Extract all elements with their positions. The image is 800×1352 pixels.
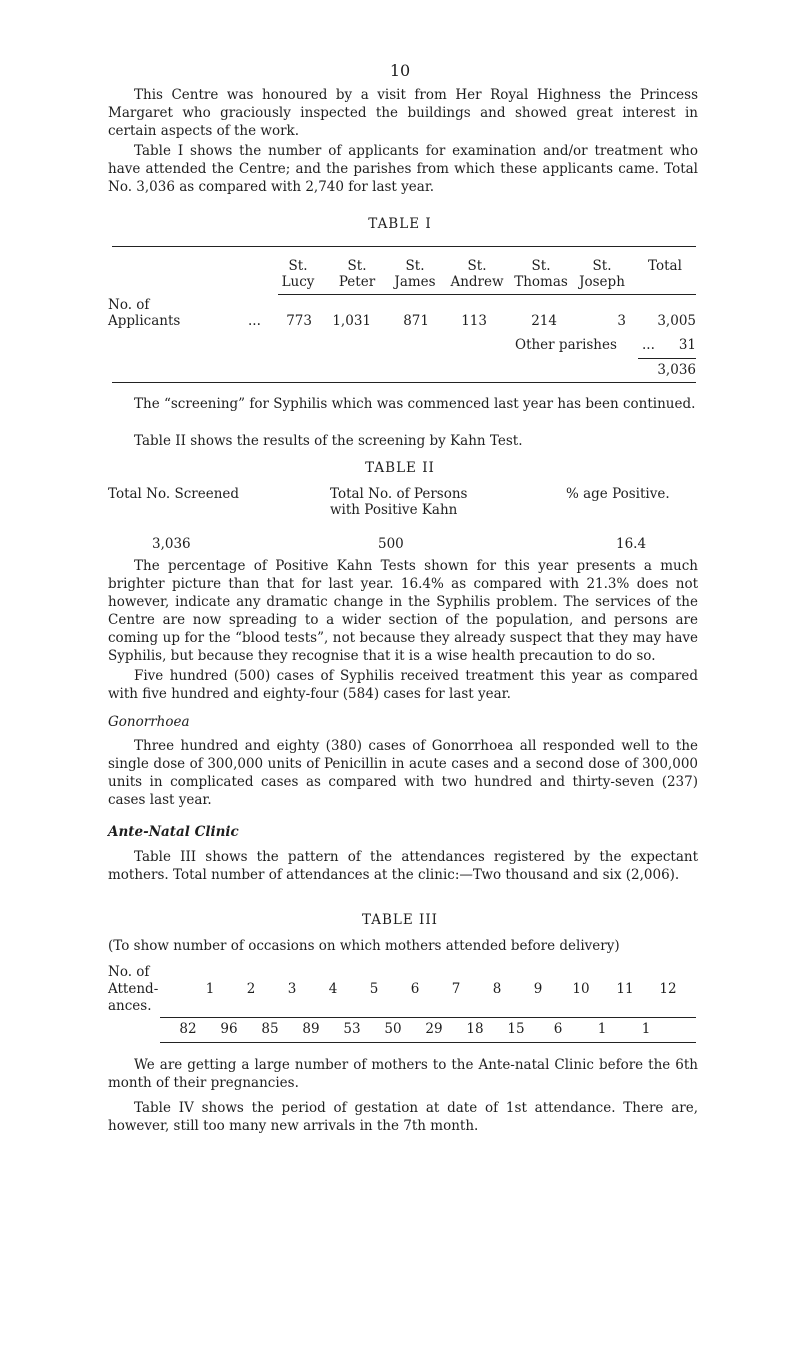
- table1-value-st-james: 871: [403, 313, 429, 329]
- table1-sum-rule: [638, 358, 696, 359]
- table3-label-line1: No. of: [108, 964, 150, 980]
- table2-value-positive: 500: [378, 536, 404, 552]
- table3-number-6: 6: [410, 981, 420, 997]
- table3-title: TABLE III: [361, 912, 439, 928]
- heading-ante-natal-clinic: Ante-Natal Clinic: [108, 824, 239, 840]
- table3-count-8: 18: [466, 1021, 484, 1037]
- paragraph-gonorrhoea: Three hundred and eighty (380) cases of Gonorrhoea all responded well to the single dose of 300,000 units of Penicillin in acute cases and a second dose of 300,000 units in complicated cases as compared with two hundred and thirty-seven (237) cases last year.: [108, 738, 698, 808]
- page-number: 10: [389, 61, 411, 80]
- table1-total-header: Total: [648, 258, 682, 274]
- table1-col3-h2: James: [394, 274, 436, 290]
- table3-number-8: 8: [492, 981, 502, 997]
- table1-value-total: 3,005: [657, 313, 696, 329]
- table2-header-positive-line1: Total No. of Persons: [330, 486, 468, 502]
- table3-number-7: 7: [451, 981, 461, 997]
- table2-header-percentage: % age Positive.: [566, 486, 670, 502]
- paragraph-early-attendance: We are getting a large number of mothers to the Ante-natal Clinic before the 6th month of their pregnancies.: [108, 1057, 698, 1091]
- table3-count-1: 82: [179, 1021, 197, 1037]
- table1-col4-h1: St.: [467, 258, 487, 274]
- table2-title: TABLE II: [365, 460, 435, 476]
- table1-row-label-line2: Applicants: [108, 313, 181, 329]
- table3-number-9: 9: [533, 981, 543, 997]
- paragraph-table3-intro: Table III shows the pattern of the attendances registered by the expectant mothers. Total number of attendances at the clinic:—Two thousand and six (2,006).: [108, 849, 698, 883]
- table1-grand-total: 3,036: [657, 362, 696, 378]
- table3-count-3: 85: [261, 1021, 279, 1037]
- table2-value-percentage: 16.4: [616, 536, 647, 552]
- heading-gonorrhoea: Gonorrhoea: [108, 714, 190, 730]
- table1-col6-h1: St.: [592, 258, 612, 274]
- table1-value-st-joseph: 3: [617, 313, 626, 329]
- table1-row-dots: ...: [248, 313, 261, 329]
- table1-top-rule: [112, 246, 696, 247]
- table1-col2-h1: St.: [347, 258, 367, 274]
- table1-col3-h1: St.: [405, 258, 425, 274]
- table1-col5-h2: Thomas: [514, 274, 568, 290]
- table1-value-st-peter: 1,031: [332, 313, 371, 329]
- paragraph-table1-intro: Table I shows the number of applicants for examination and/or treatment who have attended the Centre; and the parishes from which these applicants came. Total No. 3,036 as compared with 2,740 for last year.: [108, 143, 698, 195]
- table3-count-4: 89: [302, 1021, 320, 1037]
- table1-col4-h2: Andrew: [450, 274, 504, 290]
- table1-col6-h2: Joseph: [579, 274, 625, 290]
- table3-number-5: 5: [369, 981, 379, 997]
- paragraph-table2-intro: Table II shows the results of the screening by Kahn Test.: [134, 433, 523, 449]
- table3-count-9: 15: [507, 1021, 525, 1037]
- table2-value-screened: 3,036: [152, 536, 191, 552]
- table3-bottom-rule: [160, 1042, 696, 1043]
- paragraph-royal-visit: This Centre was honoured by a visit from Her Royal Highness the Princess Margaret who graciously inspected the buildings and showed great interest in certain aspects of the work.: [108, 87, 698, 139]
- table3-count-2: 96: [220, 1021, 238, 1037]
- table3-count-11: 1: [597, 1021, 607, 1037]
- table3-mid-rule: [160, 1017, 696, 1018]
- paragraph-table4-intro: Table IV shows the period of gestation at date of 1st attendance. There are, however, still too many new arrivals in the 7th month.: [108, 1100, 698, 1134]
- table3-label-line3: ances.: [108, 998, 152, 1014]
- table3-count-12: 1: [641, 1021, 651, 1037]
- table3-number-11: 11: [616, 981, 634, 997]
- table1-bottom-rule: [112, 382, 696, 383]
- table1-header-rule: [278, 294, 696, 295]
- table1-title: TABLE I: [368, 216, 432, 232]
- table3-count-7: 29: [425, 1021, 443, 1037]
- paragraph-syphilis-cases: Five hundred (500) cases of Syphilis received treatment this year as compared with five hundred and eighty-four (584) cases for last year.: [108, 668, 698, 702]
- table3-number-12: 12: [659, 981, 677, 997]
- paragraph-kahn-discussion: The percentage of Positive Kahn Tests shown for this year presents a much brighter picture than that for last year. 16.4% as compared with 21.3% does not however, indicate any dramatic change in the Syphilis problem. The services of the Centre are now spreading to a wider section of the population, and persons are coming up for the “blood tests”, not because they already suspect that they may have Syphilis, but because they recognise that it is a wise health precaution to do so.: [108, 558, 698, 664]
- table3-count-10: 6: [553, 1021, 563, 1037]
- table3-number-2: 2: [246, 981, 256, 997]
- table1-col2-h2: Peter: [338, 274, 376, 290]
- table3-number-4: 4: [328, 981, 338, 997]
- table3-number-1: 1: [205, 981, 215, 997]
- table3-number-10: 10: [572, 981, 590, 997]
- table1-col1-h2: Lucy: [281, 274, 315, 290]
- table3-count-5: 53: [343, 1021, 361, 1037]
- table1-value-st-andrew: 113: [461, 313, 487, 329]
- table1-other-parishes-label: Other parishes: [515, 337, 617, 353]
- table1-other-parishes-value: 31: [678, 337, 696, 353]
- table3-count-6: 50: [384, 1021, 402, 1037]
- table3-number-3: 3: [287, 981, 297, 997]
- table1-other-dots: ...: [642, 337, 655, 353]
- table1-row-label-line1: No. of: [108, 297, 150, 313]
- table1-col5-h1: St.: [531, 258, 551, 274]
- table3-label-line2: Attend-: [108, 981, 159, 997]
- table1-value-st-lucy: 773: [286, 313, 312, 329]
- table1-value-st-thomas: 214: [531, 313, 557, 329]
- table2-header-positive-line2: with Positive Kahn: [330, 502, 458, 518]
- table1-col1-h1: St.: [288, 258, 308, 274]
- table2-header-screened: Total No. Screened: [108, 486, 240, 502]
- table3-subtitle: (To show number of occasions on which mothers attended before delivery): [108, 938, 620, 954]
- paragraph-screening: The “screening” for Syphilis which was commenced last year has been continued.: [134, 396, 696, 412]
